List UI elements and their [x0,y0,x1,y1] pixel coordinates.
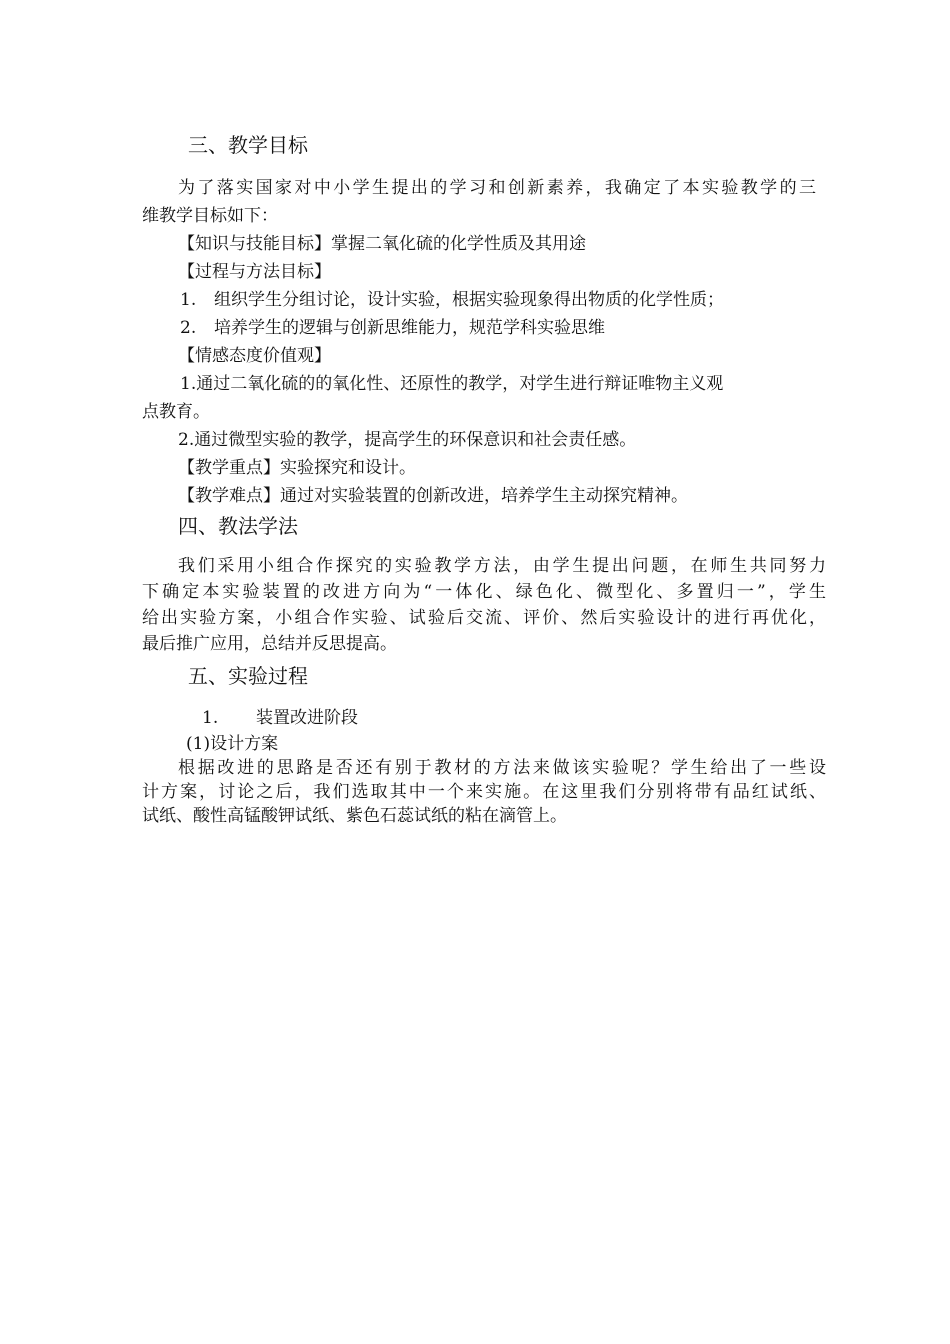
stage-number: 1. [202,708,219,728]
emotion-item-2: 2.通过微型实验的教学，提高学生的环保意识和社会责任感。 [178,430,637,450]
stage-label: 装置改进阶段 [256,708,358,728]
key-point: 【教学重点】实验探究和设计。 [178,458,416,478]
process-goal-heading: 【过程与方法目标】 [178,262,331,282]
design-plan-heading: (1)设计方案 [186,734,279,754]
section-title-process: 五、实验过程 [188,664,308,688]
goals-intro-line1: 为了落实国家对中小学生提出的学习和创新素养，我确定了本实验教学的三 [178,178,816,198]
methods-line-2: 下确定本实验装置的改进方向为“一体化、绿色化、微型化、多置归一”，学生 [142,582,826,602]
emotion-goal-heading: 【情感态度价值观】 [178,346,331,366]
methods-line-1: 我们采用小组合作探究的实验教学方法，由学生提出问题，在师生共同努力 [178,556,826,576]
methods-line-3: 给出实验方案，小组合作实验、试验后交流、评价、然后实验设计的进行再优化， [142,608,826,628]
process-item-2-num: 2. [180,318,197,338]
knowledge-goal: 【知识与技能目标】掌握二氧化硫的化学性质及其用途 [178,234,586,254]
process-line-3: 试纸、酸性高锰酸钾试纸、紫色石蕊试纸的粘在滴管上。 [142,806,567,826]
emotion-item-1-line1: 1.通过二氧化硫的的氧化性、还原性的教学，对学生进行辩证唯物主义观 [180,374,724,394]
process-item-2-text: 培养学生的逻辑与创新思维能力，规范学科实验思维 [214,318,605,338]
process-line-1: 根据改进的思路是否还有别于教材的方法来做该实验呢？学生给出了一些设 [178,758,826,778]
process-item-1-text: 组织学生分组讨论，设计实验，根据实验现象得出物质的化学性质； [214,290,724,310]
difficult-point: 【教学难点】通过对实验装置的创新改进，培养学生主动探究精神。 [178,486,688,506]
section-title-methods: 四、教法学法 [178,514,298,538]
process-line-2: 计方案，讨论之后，我们选取其中一个来实施。在这里我们分别将带有品红试纸、 [142,782,826,802]
methods-line-4: 最后推广应用，总结并反思提高。 [142,634,397,654]
section-title-goals: 三、教学目标 [188,133,308,157]
emotion-item-1-line2: 点教育。 [142,402,210,422]
goals-intro-line2: 维教学目标如下： [142,206,278,226]
process-item-1-num: 1. [180,290,197,310]
